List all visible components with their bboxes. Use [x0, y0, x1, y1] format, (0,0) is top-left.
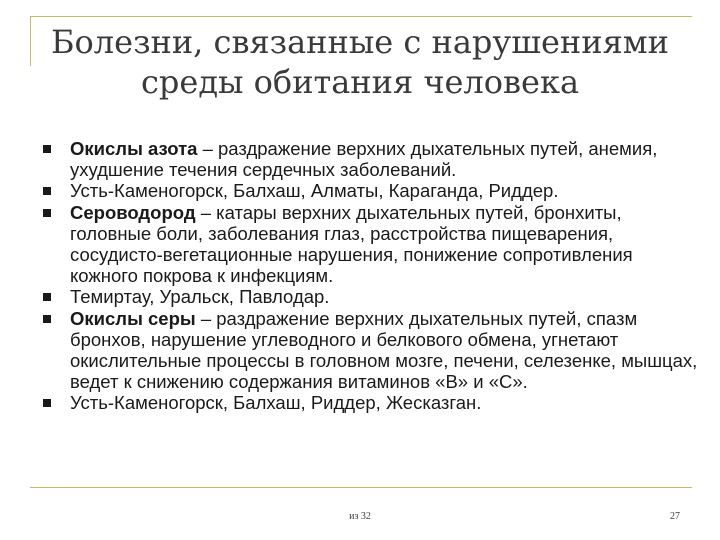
bullet-term: Окислы серы	[70, 307, 196, 329]
bullet-text: – раздражение верхних дыхательных путей, анемия, ухудшение течения сердечных заболеваний.	[70, 138, 658, 181]
square-bullet-icon	[43, 209, 51, 217]
square-bullet-icon	[43, 399, 51, 407]
bottom-rule	[30, 487, 692, 488]
bullet-item-hydrogen-sulfide	[40, 202, 700, 287]
slide-title	[40, 22, 680, 102]
bullet-text: Усть-Каменогорск, Балхаш, Риддер, Жесказган.	[70, 392, 482, 414]
square-bullet-icon	[43, 315, 51, 323]
square-bullet-icon	[43, 145, 51, 153]
bullet-text: – катары верхних дыхательных путей, бронхиты, головные боли, заболевания глаз, расстройства пищеварения, сосудисто-вегетационные нарушения, понижение сопротивления кожного покрова к инфекциям.	[70, 201, 633, 287]
bullet-item-cities-3	[40, 392, 700, 413]
square-bullet-icon	[43, 187, 51, 195]
bullet-text: Темиртау, Уральск, Павлодар.	[70, 286, 330, 308]
bullet-text: – раздражение верхних дыхательных путей, спазм бронхов, нарушение углеводного и белкового обмена, угнетают окислительные процессы в головном мозге, печени, селезенке, мышцах, ведет к снижению содержания витаминов «В» и «С».	[70, 307, 698, 393]
title-line-1: Болезни, связанные с нарушениями	[51, 23, 669, 61]
top-rule	[30, 16, 692, 17]
bullet-item-sulfur-oxides	[40, 308, 700, 393]
bullet-term: Сероводород	[70, 201, 196, 223]
bullet-item-cities-1	[40, 180, 700, 201]
footer-page-total: из 32	[349, 511, 371, 522]
square-bullet-icon	[43, 293, 51, 301]
bullet-text: Усть-Каменогорск, Балхаш, Алматы, Караганда, Риддер.	[70, 180, 559, 202]
left-rule	[30, 16, 31, 66]
bullet-item-nitrogen-oxides	[40, 138, 700, 180]
title-line-2: среды обитания человека	[140, 63, 580, 101]
bullet-term: Окислы азота	[70, 138, 198, 159]
bullet-list	[40, 138, 700, 414]
bullet-item-cities-2	[40, 286, 700, 307]
footer-page-number: 27	[670, 511, 680, 522]
